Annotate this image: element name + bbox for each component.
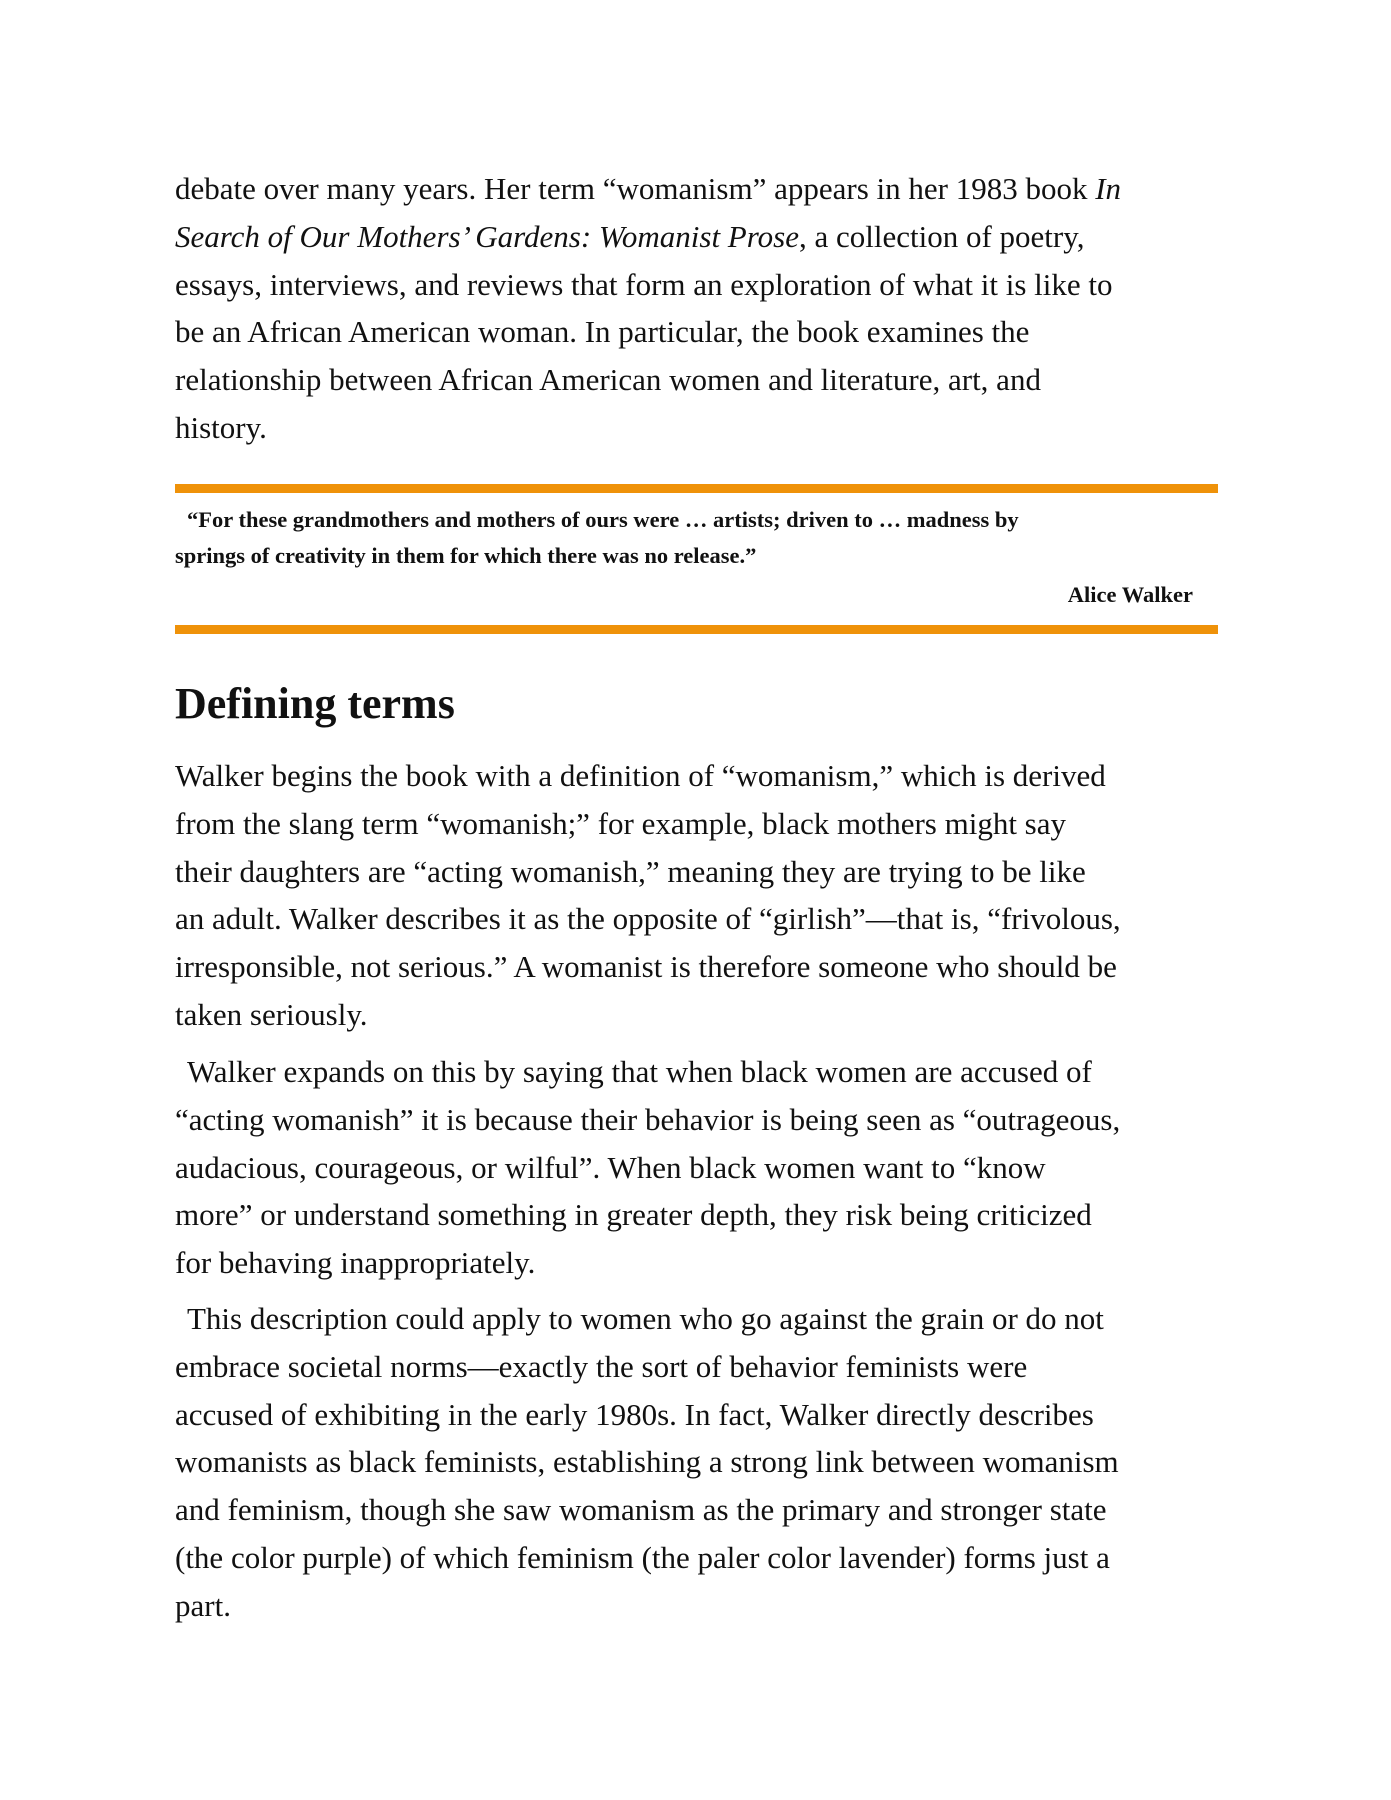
text-line: their daughters are “acting womanish,” meaning they are trying to be like [175,853,1086,889]
text-line: (the color purple) of which feminism (the paler color lavender) forms just a [175,1539,1110,1575]
book-title: In [1095,171,1122,206]
section-heading: Defining terms [175,679,455,728]
pull-quote [175,502,1235,613]
text-line: accused of exhibiting in the early 1980s. In fact, Walker directly describes [175,1396,1094,1432]
text-line: Walker expands on this by saying that when black women are accused of [187,1054,1092,1089]
text-line: , a collection of poetry, [798,218,1085,254]
text-line: relationship between African American women and literature, art, and [175,362,1041,398]
text-line: debate over many years. Her term “womanism” appears in her 1983 book [175,171,1096,206]
text-line: history. [175,409,267,445]
quote-line: “For these grandmothers and mothers of ours were … artists; driven to … madness by [187,507,1019,532]
text-line: taken seriously. [175,996,368,1032]
quote-top-rule [175,484,1218,493]
text-line: “acting womanish” it is because their behavior is being seen as “outrageous, [175,1101,1121,1137]
quote-bottom-rule [175,625,1218,634]
text-line: audacious, courageous, or wilful”. When black women want to “know [175,1149,1046,1185]
text-line: essays, interviews, and reviews that form an exploration of what it is like to [175,266,1113,302]
text-line: part. [175,1587,231,1623]
intro-paragraph [175,165,1235,452]
text-line: more” or understand something in greater depth, they risk being criticized [175,1197,1092,1233]
text-line: and feminism, though she saw womanism as the primary and stronger state [175,1492,1107,1528]
quote-line: springs of creativity in them for which there was no release.” [175,543,757,568]
text-line: for behaving inappropriately. [175,1245,536,1281]
text-line: irresponsible, not serious.” A womanist is therefore someone who should be [175,949,1117,985]
text-line: be an African American woman. In particular, the book examines the [175,314,1030,350]
paragraph-definition [175,752,1235,1039]
text-line: an adult. Walker describes it as the opposite of “girlish”—that is, “frivolous, [175,901,1121,937]
paragraph-expansion [175,1048,1235,1287]
text-line: Walker begins the book with a definition of “womanism,” which is derived [175,758,1106,793]
quote-author: Alice Walker [1067,582,1193,607]
text-line: from the slang term “womanish;” for example, black mothers might say [175,805,1067,841]
text-line: embrace societal norms—exactly the sort of behavior feminists were [175,1348,1028,1384]
paragraph-feminism [175,1295,1235,1630]
book-title: Search of Our Mothers’ Gardens: Womanist Prose [175,218,799,254]
text-line: womanists as black feminists, establishing a strong link between womanism [175,1444,1119,1480]
text-line: This description could apply to women who go against the grain or do not [187,1301,1104,1336]
